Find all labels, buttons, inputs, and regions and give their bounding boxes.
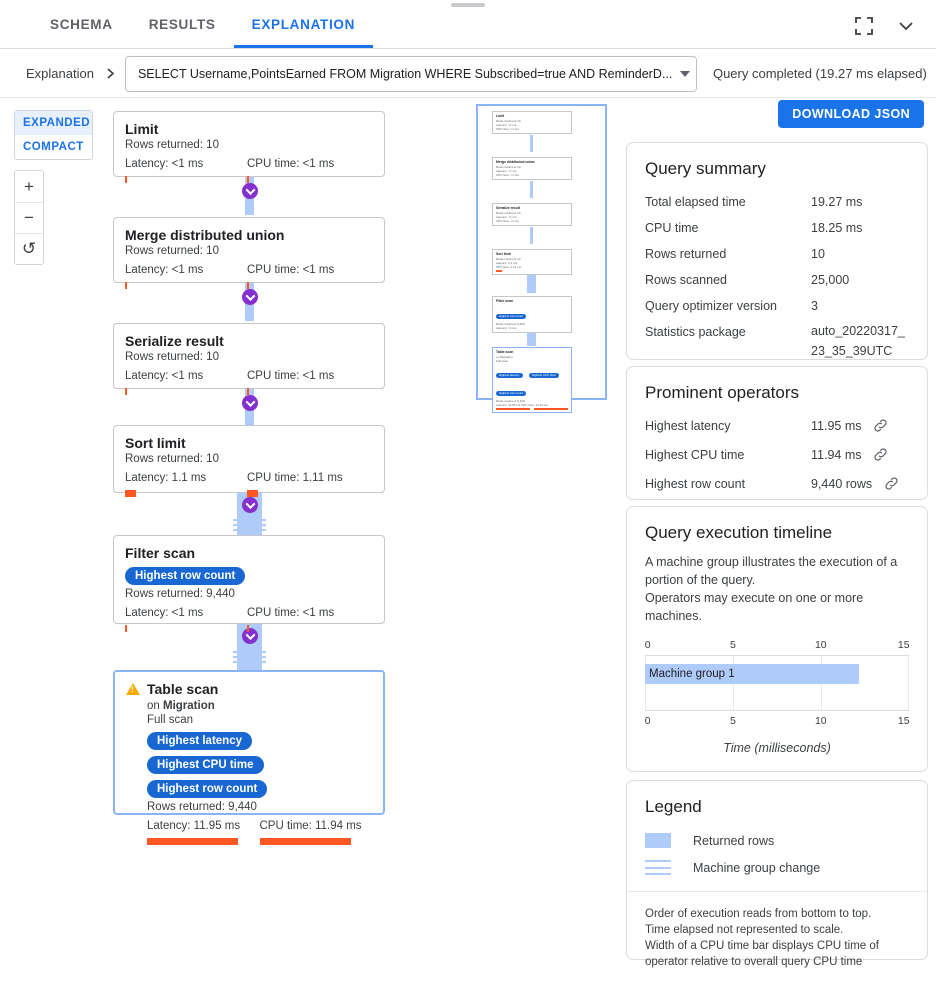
minimap-node-limit [492, 111, 572, 134]
graph-minimap[interactable] [476, 104, 607, 408]
minimap-edge [527, 273, 536, 293]
edge-arrow [242, 289, 258, 305]
timeline-description-1: A machine group illustrates the execution of a [645, 555, 898, 569]
timeline-axis-top [645, 639, 909, 653]
minimap-node-target: on Migration [496, 354, 513, 359]
execution-timeline-title: Query execution timeline [645, 523, 833, 542]
cpu-bar [247, 176, 249, 183]
machine-group-change-marker [233, 524, 266, 526]
minimap-node-title: Sort limit [496, 252, 511, 256]
node-latency: Latency: <1 ms [125, 264, 204, 276]
axis-tick: 10 [814, 715, 827, 727]
badge-highest-row-count: Highest row count [147, 780, 267, 798]
node-scan-type: Full scan [147, 714, 194, 726]
query-select[interactable] [125, 56, 697, 92]
axis-tick: 0 [644, 715, 651, 727]
link-icon[interactable] [873, 447, 888, 469]
summary-row [627, 189, 927, 215]
link-icon[interactable] [884, 476, 899, 498]
node-cpu-time: CPU time: 1.11 ms [247, 472, 343, 484]
reset-zoom-button[interactable]: ↺ [15, 233, 43, 264]
node-cpu-time: CPU time: <1 ms [247, 158, 335, 170]
node-title: Merge distributed union [125, 227, 285, 243]
view-mode-toggle [14, 110, 93, 160]
node-cpu-time: CPU time: <1 ms [247, 607, 335, 619]
minimap-node-cpu: CPU time: <1 ms [496, 219, 519, 223]
minimap-node-latency: Latency: <1 ms [496, 214, 517, 219]
minimap-node-merge [492, 157, 572, 180]
minimap-edge [530, 135, 533, 152]
minimap-node-title: Merge distributed union [496, 160, 535, 164]
breadcrumb: Explanation [26, 66, 94, 81]
minimap-bar [534, 408, 568, 410]
minimap-node-cpu: CPU time: <1 ms [496, 173, 519, 177]
timeline-description-4: machines. [645, 609, 702, 623]
cpu-bar [260, 838, 351, 845]
summary-row [627, 319, 927, 363]
summary-value: 3 [811, 299, 818, 313]
machine-group-change-marker [233, 656, 266, 658]
axis-tick: 5 [729, 715, 736, 727]
summary-key: Rows returned [645, 247, 727, 261]
axis-tick: 5 [729, 639, 736, 651]
operator-value: 11.95 ms [811, 419, 862, 433]
legend-label: Machine group change [693, 860, 821, 875]
cpu-bar [247, 490, 258, 497]
machine-group-change-marker [233, 529, 266, 531]
chevron-right-icon [104, 67, 117, 80]
minimap-node-rows: Rows returned: 10 [496, 210, 521, 215]
node-latency: Latency: <1 ms [125, 158, 204, 170]
timeline-plot [645, 655, 909, 711]
node-latency: Latency: 11.95 ms [147, 820, 241, 832]
operator-key: Highest latency [645, 419, 731, 433]
minimap-node-rows: Rows returned: 9,440 [496, 321, 525, 326]
operator-row [627, 442, 927, 471]
minimap-node-serialize [492, 203, 572, 226]
chevron-down-icon [680, 71, 690, 77]
graph-node-table-scan[interactable] [113, 670, 385, 832]
legend-divider [627, 891, 927, 892]
legend-note: Width of a CPU time bar displays CPU time of [645, 940, 879, 952]
minimap-node-latency: Latency: <1 ms [496, 122, 517, 127]
node-title: Limit [125, 121, 159, 137]
summary-value: 19.27 ms [811, 195, 863, 209]
legend-note: operator relative to overall query CPU time [645, 956, 863, 968]
node-rows-returned: Rows returned: 9,440 [125, 588, 235, 600]
execution-graph [100, 105, 460, 835]
legend-label: Returned rows [693, 833, 775, 848]
cpu-bar [247, 282, 249, 289]
operator-row [627, 413, 927, 442]
timeline-bar-label: Machine group 1 [649, 668, 735, 680]
timeline-caption: Time (milliseconds) [723, 741, 831, 755]
graph-node-serialize-result[interactable] [113, 323, 385, 389]
operator-row [627, 471, 927, 500]
summary-row [627, 241, 927, 267]
node-on-target: Migration [163, 700, 215, 712]
minimap-node-cpu: CPU time: 1.11 ms [496, 265, 521, 269]
node-title: Serialize result [125, 333, 224, 349]
machine-group-change-marker [233, 519, 266, 521]
summary-key: Statistics package [645, 325, 746, 339]
minimap-badge: Highest latency [496, 373, 523, 378]
latency-bar [125, 388, 127, 395]
minimap-node-rows: Rows returned: 10 [496, 118, 521, 123]
minimap-node-rows: Rows returned: 10 [496, 256, 521, 261]
minimap-node-sort-limit [492, 249, 572, 275]
view-mode-expanded[interactable]: EXPANDED [15, 111, 92, 135]
summary-row [627, 215, 927, 241]
minimap-node-rows: Rows returned: 10 [496, 164, 521, 169]
latency-bar [147, 838, 238, 845]
breadcrumb-bar [0, 50, 936, 98]
operator-value-wrap [811, 415, 909, 440]
graph-node-merge-distributed-union[interactable] [113, 217, 385, 283]
graph-node-sort-limit[interactable] [113, 425, 385, 493]
minimap-node-cpu: CPU time: <1 ms [496, 127, 519, 131]
node-title: Filter scan [125, 545, 196, 561]
download-json-button[interactable]: DOWNLOAD JSON [778, 100, 924, 128]
cpu-bar [247, 625, 249, 632]
summary-key: CPU time [645, 221, 699, 235]
node-rows-returned: Rows returned: 10 [125, 245, 219, 257]
axis-tick: 10 [814, 639, 827, 651]
latency-bar [125, 625, 127, 632]
latency-bar [125, 176, 127, 183]
minimap-badge: Highest CPU time [529, 373, 559, 378]
query-status: Query completed (19.27 ms elapsed) [712, 66, 927, 81]
prominent-operators-card [626, 366, 928, 500]
cpu-bar [247, 388, 249, 395]
node-cpu-time: CPU time: 11.94 ms [259, 820, 362, 832]
operator-value: 9,440 rows [811, 477, 873, 491]
edge-arrow [242, 497, 258, 513]
node-on-label: on [147, 700, 160, 712]
tab-results[interactable]: RESULTS [148, 17, 216, 32]
operator-value-wrap [811, 473, 909, 498]
legend-item-machine-group-change [627, 854, 927, 881]
node-rows-returned: Rows returned: 9,440 [147, 801, 257, 813]
node-latency: Latency: 1.1 ms [125, 472, 207, 484]
zoom-controls [14, 170, 44, 265]
machine-group-change-icon [645, 860, 671, 875]
view-mode-compact[interactable]: COMPACT [23, 141, 84, 153]
node-rows-returned: Rows returned: 10 [125, 453, 219, 465]
minimap-node-stats: Latency: 11.95 ms CPU time: 11.94 ms [496, 403, 548, 408]
minimap-node-latency: Latency: 1.1 ms [496, 260, 518, 265]
minimap-badge: Highest row count [496, 391, 526, 396]
minimap-node-title: Table scan [496, 350, 514, 354]
operator-key: Highest CPU time [645, 448, 745, 462]
minimap-edge [530, 181, 533, 198]
legend-item-returned-rows [627, 827, 927, 854]
prominent-operators-title: Prominent operators [645, 383, 800, 402]
minimap-node-table-scan [492, 347, 572, 413]
minimap-badge: Highest row count [496, 314, 526, 319]
graph-node-filter-scan[interactable] [113, 535, 385, 624]
timeline-chart [645, 639, 909, 735]
operator-value-wrap [811, 444, 909, 469]
legend-note: Order of execution reads from bottom to top. [645, 908, 872, 920]
minimap-node-title: Serialize result [496, 206, 520, 210]
summary-value: 25,000 [811, 273, 850, 287]
machine-group-change-marker [233, 661, 266, 663]
edge-arrow [242, 395, 258, 411]
axis-tick: 0 [644, 639, 651, 651]
link-icon[interactable] [873, 418, 888, 440]
node-title: Table scan [147, 681, 219, 697]
edge-arrow [242, 183, 258, 199]
node-cpu-time: CPU time: <1 ms [247, 370, 335, 382]
tab-schema[interactable]: SCHEMA [50, 17, 113, 32]
badge-highest-row-count: Highest row count [125, 567, 245, 585]
node-rows-returned: Rows returned: 10 [125, 139, 219, 151]
minimap-node-latency: Latency: <1 ms [496, 325, 517, 330]
axis-tick: 15 [897, 639, 910, 651]
machine-group-change-marker [233, 651, 266, 653]
timeline-axis-bottom [645, 715, 909, 729]
summary-value: 10 [811, 247, 825, 261]
summary-key: Query optimizer version [645, 299, 777, 313]
summary-key: Total elapsed time [645, 195, 746, 209]
minimap-node-title: Filter scan [496, 299, 513, 303]
minimap-node-rows: Rows returned: 9,440 [496, 399, 525, 403]
tab-list [32, 17, 373, 48]
zoom-out-button[interactable]: − [15, 202, 43, 233]
node-target [147, 699, 218, 713]
timeline-bar-machine-group-1[interactable] [645, 664, 859, 684]
fullscreen-icon[interactable] [852, 14, 876, 38]
grid-line [908, 656, 909, 710]
minimap-node-scan-type: Full scan [496, 358, 509, 363]
minimap-bar [496, 270, 502, 272]
legend-notes [627, 896, 927, 984]
legend-note: Time elapsed not represented to scale. [645, 924, 844, 936]
summary-value: 18.25 ms [811, 221, 863, 235]
node-title: Sort limit [125, 435, 186, 451]
query-summary-title: Query summary [645, 159, 766, 178]
minimap-node-title: Limit [496, 114, 505, 118]
badge-highest-cpu-time: Highest CPU time [147, 756, 264, 774]
badge-highest-latency: Highest latency [147, 732, 252, 750]
legend-card [626, 780, 928, 968]
tab-bar-actions [852, 14, 936, 48]
minimap-edge [530, 227, 533, 244]
summary-key: Rows scanned [645, 273, 727, 287]
node-latency: Latency: <1 ms [125, 607, 204, 619]
minimap-node-latency: Latency: <1 ms [496, 168, 517, 173]
node-cpu-time: CPU time: <1 ms [247, 264, 335, 276]
warning-icon [126, 683, 140, 695]
latency-bar [125, 282, 127, 289]
graph-node-limit[interactable] [113, 111, 385, 177]
operator-key: Highest row count [645, 477, 746, 491]
query-select-value: SELECT Username,PointsEarned FROM Migration WHERE Subscribed=true AND ReminderD... [137, 66, 673, 81]
minimap-bar [496, 408, 530, 410]
operator-value: 11.94 ms [811, 448, 862, 462]
execution-timeline-card [626, 506, 928, 772]
minimap-node-filter-scan [492, 296, 572, 333]
node-latency: Latency: <1 ms [125, 370, 204, 382]
tab-bar [0, 0, 936, 49]
timeline-description-2: portion of the query. [645, 573, 756, 587]
legend-title: Legend [645, 797, 702, 816]
chevron-down-icon[interactable] [894, 14, 918, 38]
summary-row [627, 293, 927, 319]
returned-rows-swatch-icon [645, 833, 671, 848]
axis-tick: 15 [897, 715, 910, 727]
query-summary-card [626, 142, 928, 360]
summary-value: auto_20220317_23_35_39UTC [811, 324, 905, 358]
timeline-description-3: Operators may execute on one or more [645, 591, 864, 605]
zoom-in-button[interactable]: + [24, 176, 34, 196]
latency-bar [125, 490, 136, 497]
tab-explanation[interactable]: EXPLANATION [234, 17, 373, 48]
node-rows-returned: Rows returned: 10 [125, 351, 219, 363]
summary-row [627, 267, 927, 293]
